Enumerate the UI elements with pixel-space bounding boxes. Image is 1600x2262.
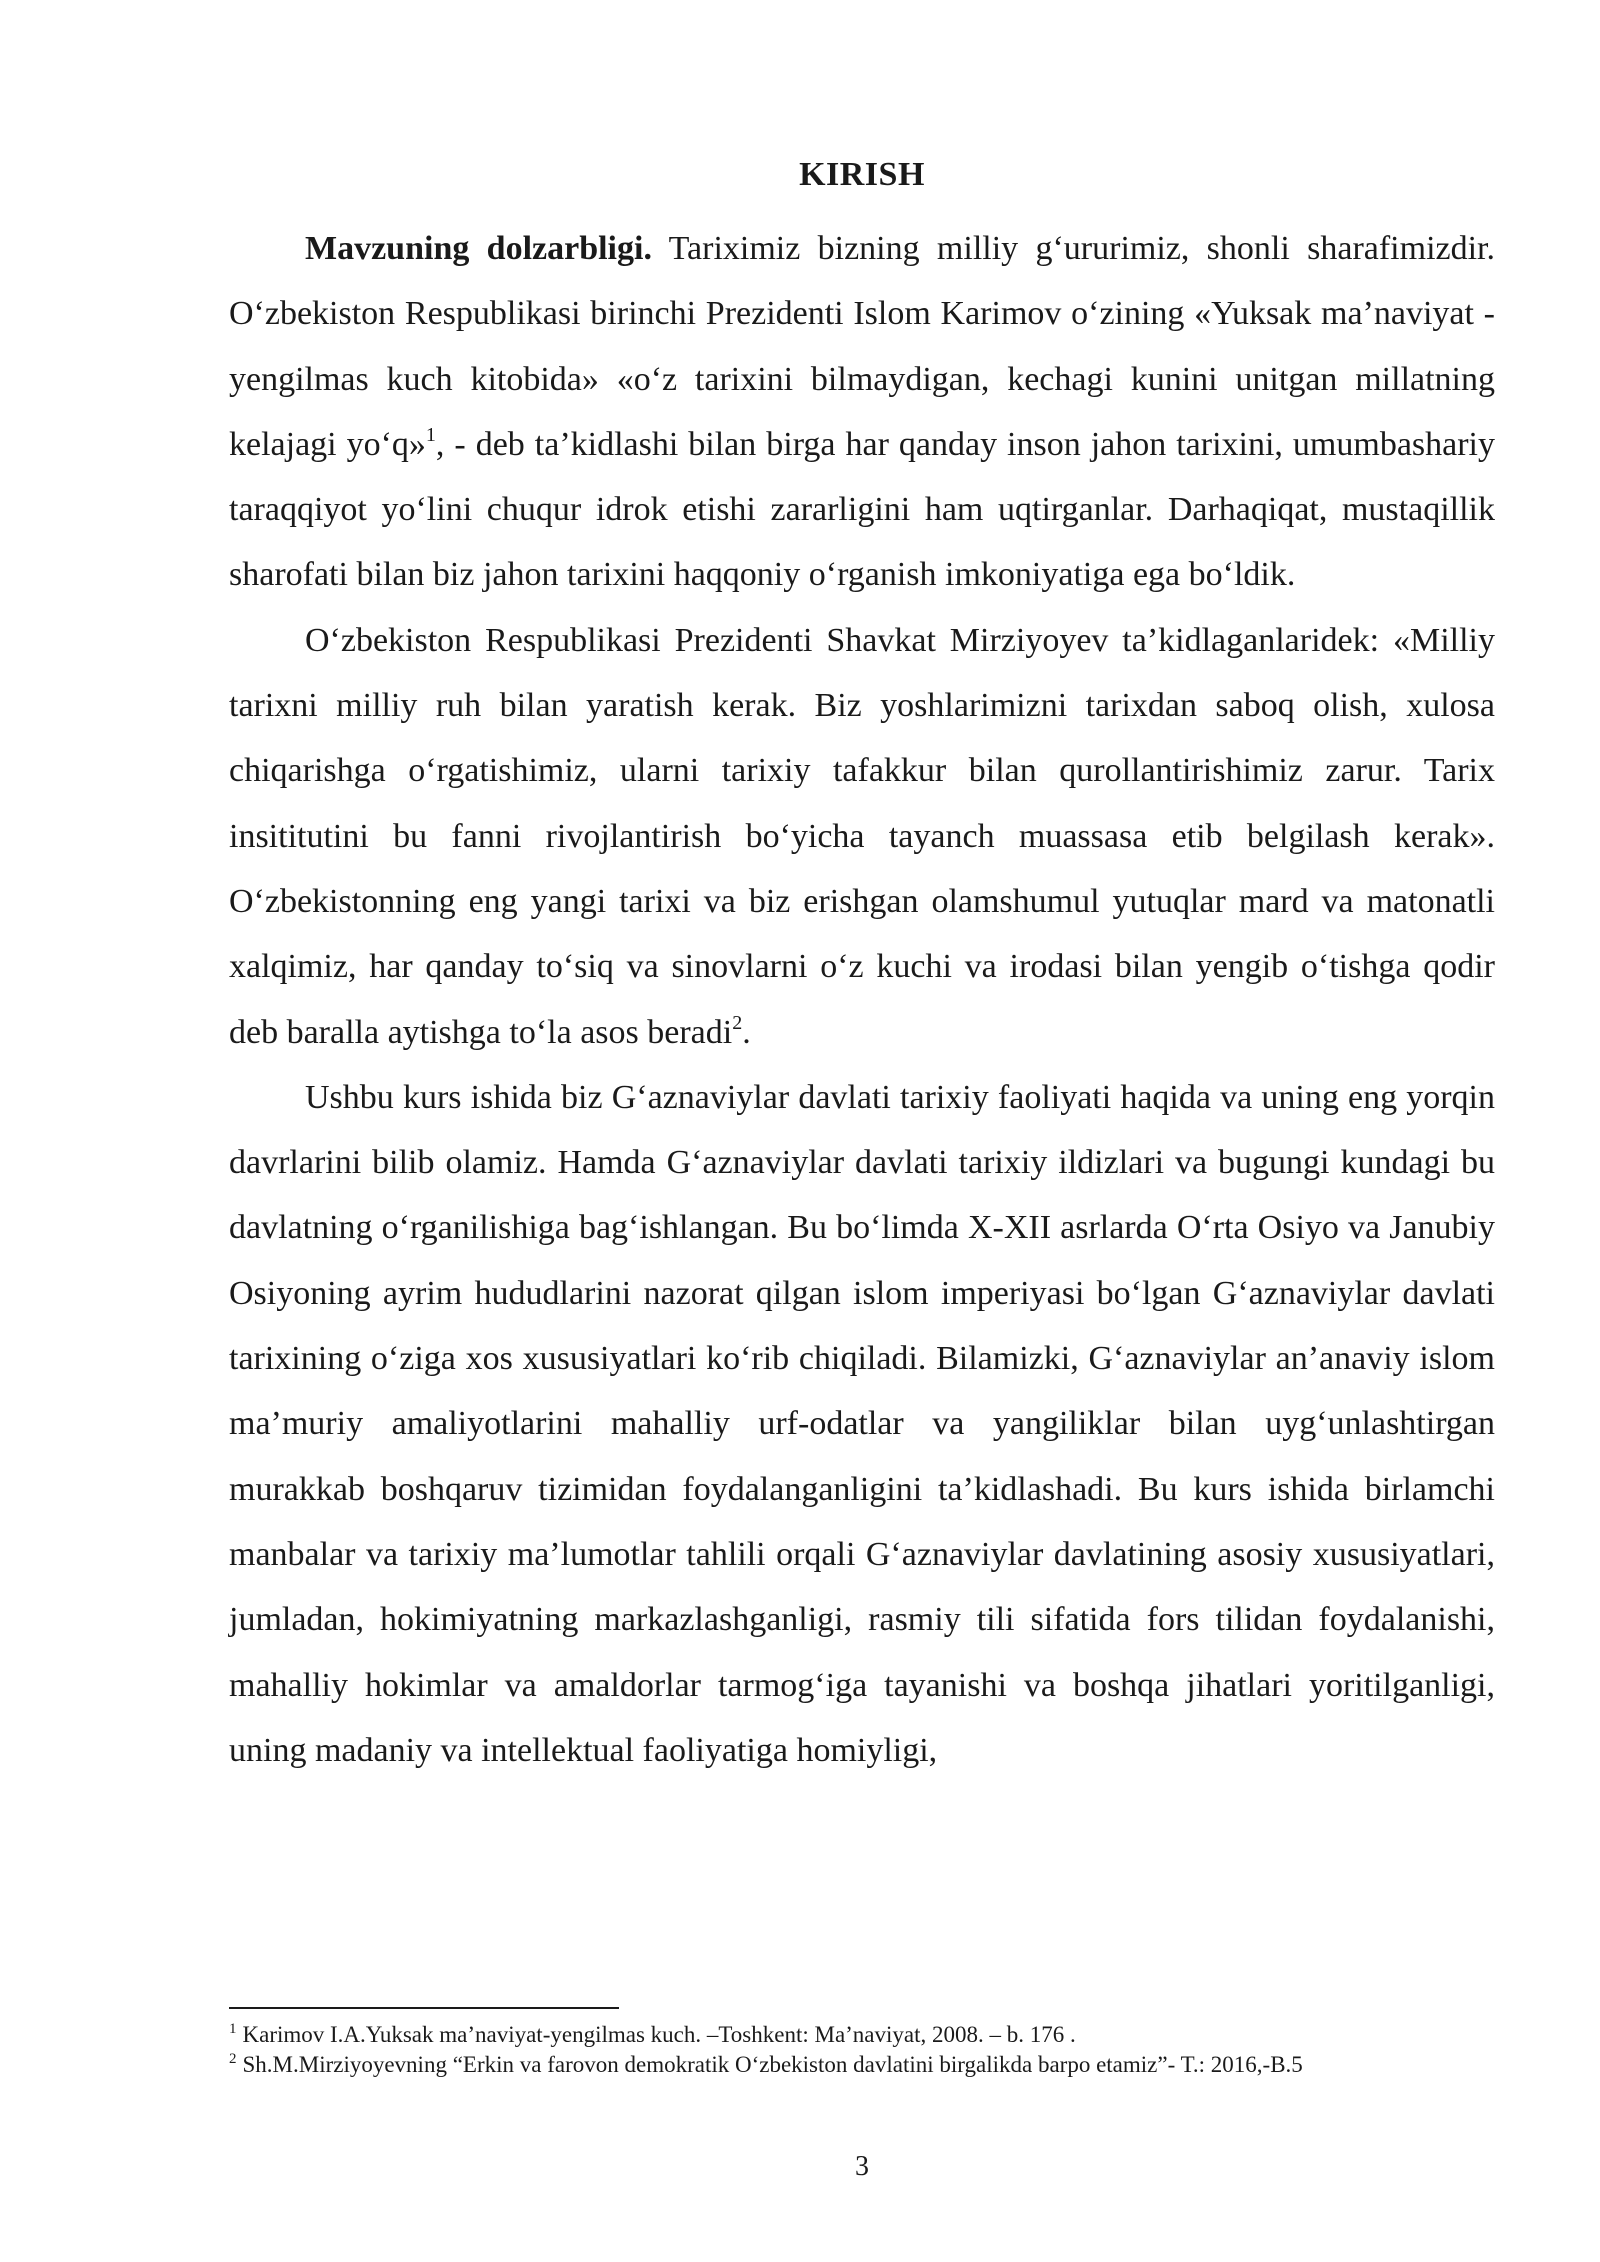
footnote-separator	[229, 2007, 619, 2009]
paragraph-text: Tariximiz bizning milliy g‘ururimiz, shonli sharafimizdir. O‘zbekiston Respublikasi birinchi Prezidenti Islom Karimov o‘zining «Yuksak ma’naviyat - yengilmas kuch kitobida» «o‘z tarixini bilmaydigan, kechagi kunini unitgan millatning kelajagi yo‘q»	[229, 230, 1495, 463]
footnote-ref[interactable]: 1	[425, 423, 436, 446]
paragraph-president-quote	[229, 608, 1495, 1065]
paragraph-text: , - deb ta’kidlashi bilan birga har qanday inson jahon tarixini, umumbashariy taraqqiyot yo‘lini chuqur idrok etishi zararligini ham uqtirganlar. Darhaqiqat, mustaqillik sharofati bilan biz jahon tarixini haqqoniy o‘rganish imkoniyatiga ega bo‘ldik.	[229, 425, 1495, 594]
footnotes	[229, 2020, 1495, 2080]
footnote-number: 2	[229, 2051, 237, 2067]
document-body	[229, 150, 1495, 1783]
paragraph-text: Ushbu kurs ishida biz G‘aznaviylar davlati tarixiy faoliyati haqida va uning eng yorqin davrlarini bilib olamiz. Hamda G‘aznaviylar davlati tarixiy ildizlari va bugungi kundagi bu davlatning o‘rganilishiga bag‘ishlangan. Bu bo‘limda X-XII asrlarda O‘rta Osiyo va Janubiy Osiyoning ayrim hududlarini nazorat qilgan islom imperiyasi bo‘lgan G‘aznaviylar davlati tarixining o‘ziga xos xususiyatlari ko‘rib chiqiladi. Bilamizki, G‘aznaviylar an’anaviy islom ma’muriy amaliyotlarini mahalliy urf-odatlar va yangiliklar bilan uyg‘unlashtirgan murakkab boshqaruv tizimidan foydalanganligini ta’kidlashadi. Bu kurs ishida birlamchi manbalar va tarixiy ma’lumotlar tahlili orqali G‘aznaviylar davlatining asosiy xususiyatlari, jumladan, hokimiyatning markazlashganligi, rasmiy tili sifatida fors tilidan foydalanishi, mahalliy hokimlar va amaldorlar tarmog‘iga tayanishi va boshqa jihatlari yoritilganligi, uning madaniy va intellektual faoliyatiga homiyligi,	[229, 1078, 1495, 1769]
footnote-number: 1	[229, 2021, 237, 2037]
footnote-item	[229, 2050, 1495, 2080]
page-title: KIRISH	[799, 156, 925, 193]
paragraph-text: O‘zbekiston Respublikasi Prezidenti Shavkat Mirziyoyev ta’kidlaganlaridek: «Milliy tarixni milliy ruh bilan yaratish kerak. Biz yoshlarimizni tarixdan saboq olish, xulosa chiqarishga o‘rgatishimiz, ularni tarixiy tafakkur bilan qurollantirishimiz zarur. Tarix insititutini bu fanni rivojlantirish bo‘yicha tayanch muassasa etib belgilash kerak». O‘zbekistonning eng yangi tarixi va biz erishgan olamshumul yutuqlar mard va matonatli xalqimiz, har qanday to‘siq va sinovlarni o‘z kuchi va irodasi bilan yengib o‘tishga qodir deb baralla aytishga to‘la asos beradi	[229, 621, 1495, 1051]
paragraph-relevance	[229, 216, 1495, 608]
footnote-ref[interactable]: 2	[732, 1011, 743, 1034]
paragraph-text: .	[742, 1013, 751, 1051]
footnote-text: Karimov I.A.Yuksak ma’naviyat-yengilmas kuch. –Toshkent: Ma’naviyat, 2008. – b. 176 .	[242, 2022, 1076, 2047]
footnote-item	[229, 2020, 1495, 2050]
paragraph-lead-heading: Mavzuning dolzarbligi.	[305, 230, 652, 267]
footnote-text: Sh.M.Mirziyoyevning “Erkin va farovon demokratik O‘zbekiston davlatini birgalikda barpo etamiz”- T.: 2016,-B.5	[242, 2052, 1303, 2077]
paragraph-course-overview	[229, 1065, 1495, 1783]
page-number: 3	[855, 2151, 869, 2182]
